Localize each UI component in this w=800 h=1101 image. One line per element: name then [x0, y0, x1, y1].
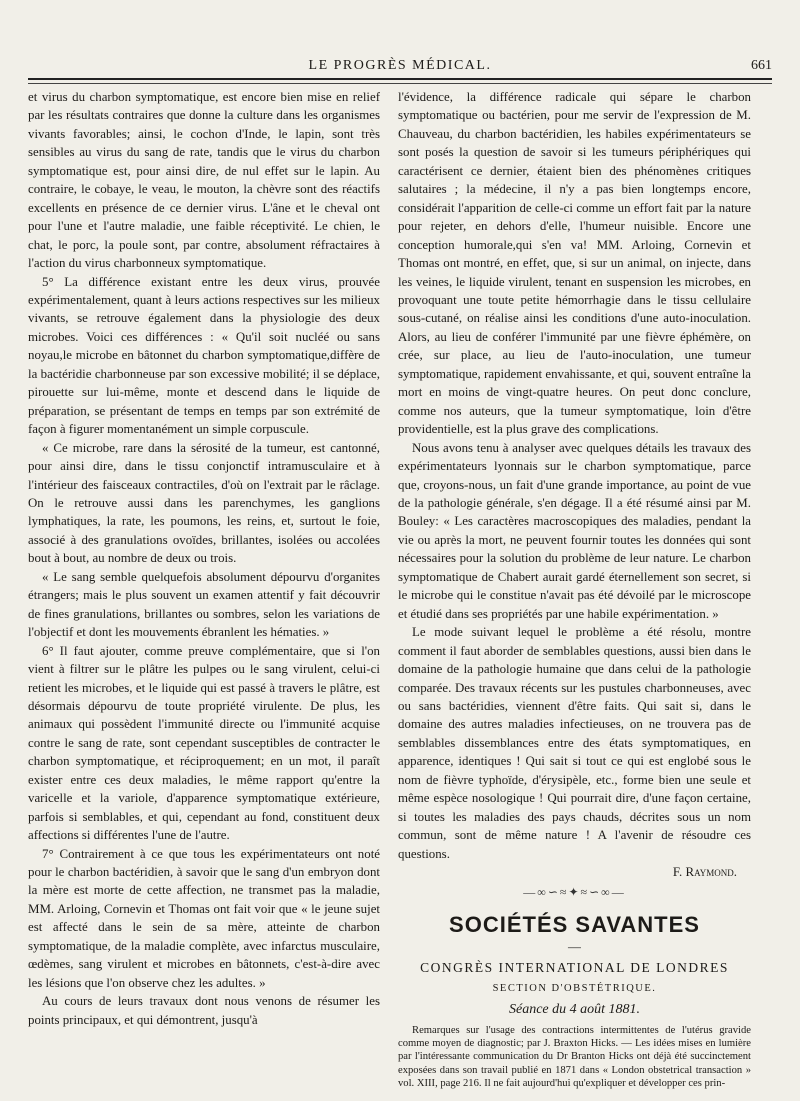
paragraph: 7° Contrairement à ce que tous les expérimentateurs ont noté pour le charbon bactéridien, à savoir que le sang d'un embryon dont la mère est morte de cette affection, ne transmet pas la maladie, MM. Arloing, Cornevin et Thomas ont fait voir que « le jeune sujet est affecté dans le sein de sa mère, atteinte de charbon symptomatique, de la maladie complète, avec infarctus musculaire, œdèmes, sang virulent et microbes en bâtonnets, c'est-à-dire avec les lésions que l'on observe chez les adultes. »: [28, 846, 380, 990]
right-column: [398, 88, 751, 1093]
paragraph: « Le sang semble quelquefois absolument dépourvu d'organites étrangers; mais le plus souvent un examen attentif y fait découvrir de fines granulations, brillantes ou sombres, selon les variations de l'objectif et dont les mouvements ébranlent les hématies. »: [28, 569, 380, 640]
journal-title: LE PROGRÈS MÉDICAL.: [308, 58, 492, 73]
congress-heading: CONGRÈS INTERNATIONAL DE LONDRES: [420, 959, 729, 975]
page-number: 661: [751, 58, 772, 73]
header-rule-thin: [28, 83, 772, 84]
session-date: Séance du 4 août 1881.: [508, 1001, 641, 1017]
ornament-divider: —∞∽≈✦≈∽∞—: [523, 885, 626, 900]
paragraph: 5° La différence existant entre les deux virus, prouvée expérimentalement, quant à leurs actions respectives sur les milieux vivants, se retrouve également dans la physiologie des deux microbes. Voici ces différences : « Qu'il soit nucléé ou sans noyau,le microbe en bâtonnet du charbon symptomatique,diffère de la bactéridie charbonneuse par son excessive mobilité; il se déplace, pirouette sur lui-même, monte et descend dans le liquide de préparation, se présentant de temps en temps par son extrémité de façon à figurer momentanément un simple corpuscule.: [28, 274, 380, 437]
paragraph: « Ce microbe, rare dans la sérosité de la tumeur, est cantonné, pour ainsi dire, dans le tissu conjonctif intramusculaire et à l'intérieur des faisceaux contractiles, d'où on l'extrait par le râclage. On le retrouve aussi dans les parenchymes, les ganglions lymphatiques, la rate, les poumons, les reins, et, surtout le foie, associé à des granulations ovoïdes, brillantes, isolées ou accolées bout à bout, au nombre de deux ou trois.: [28, 440, 380, 566]
section-title: SOCIÉTÉS SAVANTES: [449, 911, 700, 937]
paragraph: et virus du charbon symptomatique, est encore bien mise en relief par les résultats contraires que donne la culture dans les organismes vivants favorables; ainsi, le cochon d'Inde, le lapin, sont très sensibles au virus du sang de rate, tandis que le virus du charbon symptomatique est, pour ainsi dire, de nul effet sur le lapin. Au contraire, le cobaye, le veau, le mouton, la chèvre sont des réactifs excellents en présence de ce dernier virus. L'âne et le cheval ont pour l'une et l'autre maladie, une faible réceptivité. Le chien, le chat, le porc, la poule sont, par contre, absolument réfractaires à l'action du virus charbonneux symptomatique.: [28, 90, 380, 271]
left-column: [28, 88, 380, 1093]
header-rule: [28, 78, 772, 80]
abstract-paragraph: Remarques sur l'usage des contractions intermittentes de l'utérus gravide comme moyen de diagnostic; par J. Braxton Hicks. — Les idées mises en lumière par l'intéressante communication du Dr Branton Hicks ont déjà été succinctement exposées dans son travail publié en 1871 dans « London obstetrical transaction » vol. XIII, page 216. Il ne fait aujourd'hui qu'expliquer et développer ces prin-: [398, 1024, 751, 1089]
running-header: [28, 58, 772, 80]
paragraph: Nous avons tenu à analyser avec quelques détails les travaux des expérimentateurs lyonnais sur le charbon symptomatique, parce que, croyons-nous, un fait d'une grande importance, au point de vue de la pathologie générale, s'en dégage. Il a été résumé ainsi par M. Bouley: « Les caractères macroscopiques des maladies, pendant la vie ou après la mort, ne peuvent fournir toutes les données qui sont nécessaires pour la solution du problème de leur nature. Le charbon symptomatique de Chabert aurait gardé éternellement son secret, si le microbe qui le constitue n'avait pas été dévoilé par le microscope et étudié dans ses propriétés par une habile expérimentation. »: [398, 440, 751, 621]
paragraph: Le mode suivant lequel le problème a été résolu, montre comment il faut aborder de semblables questions, aussi bien dans le domaine de la pathologie humaine que dans celui de la pathologie comparée. Des travaux récents sur les pustules charbonneuses, avec ou sans bactéridies, viennent d'être faits. Qui sait si, dans le domaine des autres maladies infectieuses, on ne trouvera pas de semblables dissemblances entre des états symptomatiques, en apparence, identiques ! Qui sait si tout ce qui est englobé sous le nom de fièvre typhoïde, d'érysipèle, etc., forme bien une seule et même espèce nosologique ! Qui pourrait dire, d'une façon certaine, si toutes les maladies des pays chauds, décrites sous un nom commun, sont de même nature ! A l'avenir de résoudre ces questions.: [398, 625, 751, 861]
paragraph: l'évidence, la différence radicale qui sépare le charbon symptomatique ou bactérien, pour me servir de l'expression de M. Chauveau, du charbon bactéridien, les habiles expérimentateurs se sont posés la question de savoir si les tumeurs périphériques qui caractérisent ce dernier, étaient bien des phénomènes critiques salutaires ; la médecine, il n'y a pas bien longtemps encore, considérait l'apparition de celle-ci comme un effort fait par la nature pour rejeter, en dehors d'elle, l'humeur nuisible. Encore une conception humorale,qui s'en va! MM. Arloing, Cornevin et Thomas ont montré, en effet, que, si sur un animal, on injecte, dans les veines, le liquide virulent, tenant en suspension les microbes, en provoquant une toute petite hémorrhagie dans le tissu cellulaire sous-cutané, on réalise ainsi les conditions d'une auto-inoculation. Alors, au lieu de conférer l'immunité par une fièvre éphémère, on crée, sur place, au lieu de l'auto-inoculation, une tumeur symptomatique, rapidement envahissante, et qui, souvent entraîne la mort en moins de vingt-quatre heures. On peut donc conclure, comme nos auteurs, que la tumeur symptomatique, loin d'être providentielle, est la plus grave des complications.: [398, 90, 751, 437]
short-rule: —: [568, 939, 581, 954]
author-signature: F. Raymond.: [672, 865, 737, 880]
subsection-heading: SECTION D'OBSTÉTRIQUE.: [492, 982, 657, 994]
paragraph: 6° Il faut ajouter, comme preuve complémentaire, que si l'on vient à filtrer sur le plâtre les pulpes ou le sang virulent, celui-ci retient les microbes, et le liquide qui est passé à travers le plâtre, est désormais dépourvu de toute propriété virulente. De plus, les animaux qui possèdent l'immunité directe ou l'immunité acquise contre le sang de rate, sont cependant susceptibles de contracter le charbon symptomatique, et réciproquement; en un mot, il paraît exister entre ces deux maladies, le même rapport qu'entre la varicelle et la variole, d'apparence symptomatique extérieure, parfois si semblables, et qui, cependant au fond, constituent deux affections si différentes l'une de l'autre.: [28, 643, 380, 843]
paragraph: Au cours de leurs travaux dont nous venons de résumer les points principaux, et qui démontrent, jusqu'à: [28, 994, 380, 1027]
